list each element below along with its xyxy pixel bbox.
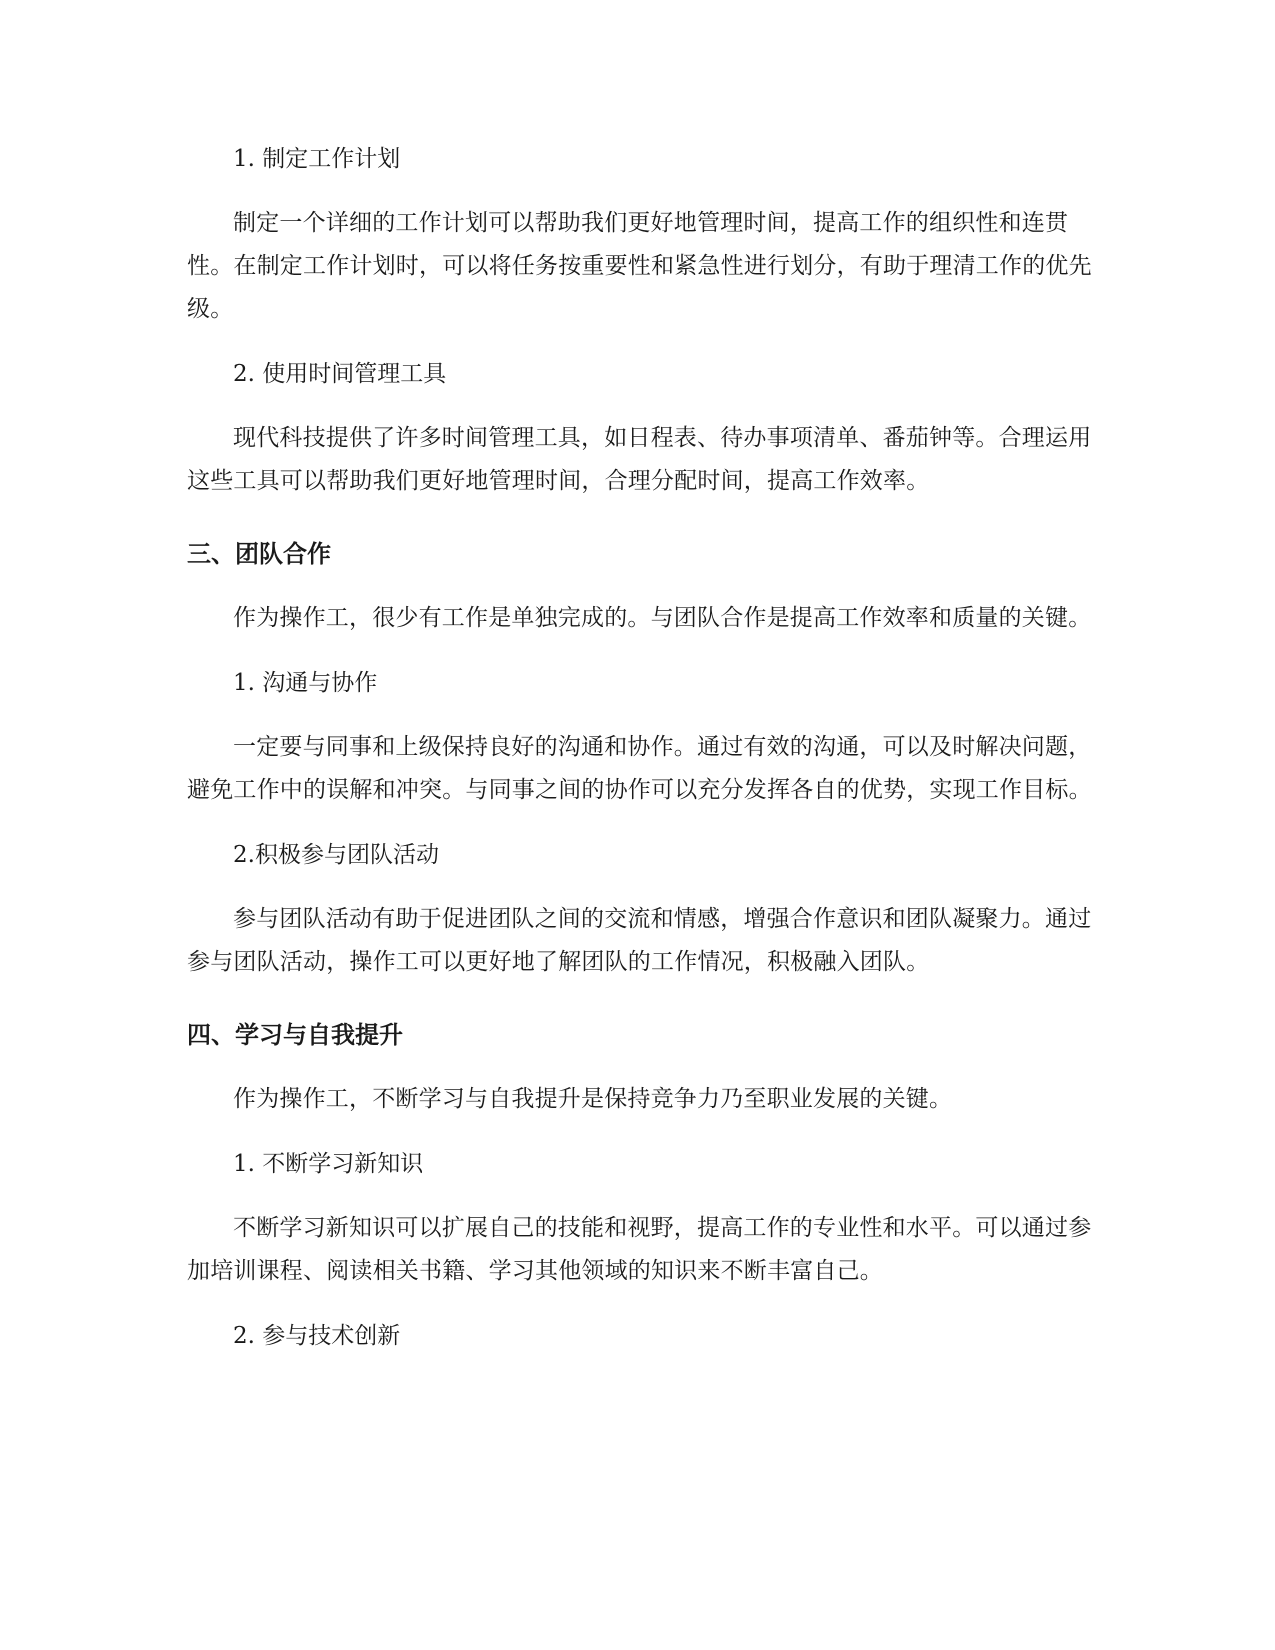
section-heading-teamwork: 三、团队合作 — [187, 540, 331, 568]
paragraph-team-activities: 参与团队活动有助于促进团队之间的交流和情感，增强合作意识和团队凝聚力。通过参与团队活动，操作工可以更好地了解团队的工作情况，积极融入团队。 — [187, 906, 1092, 975]
section-heading-learning: 四、学习与自我提升 — [187, 1021, 403, 1049]
paragraph-learning-intro: 作为操作工，不断学习与自我提升是保持竞争力乃至职业发展的关键。 — [233, 1086, 953, 1112]
subsection-title-make-work-plan: 1. 制定工作计划 — [233, 146, 401, 172]
paragraph-work-plan: 制定一个详细的工作计划可以帮助我们更好地管理时间，提高工作的组织性和连贯性。在制定工作计划时，可以将任务按重要性和紧急性进行划分，有助于理清工作的优先级。 — [187, 210, 1092, 322]
subsection-title-new-knowledge: 1. 不断学习新知识 — [233, 1151, 424, 1177]
subsection-title-team-activities: 2.积极参与团队活动 — [233, 842, 439, 868]
paragraph-teamwork-intro: 作为操作工，很少有工作是单独完成的。与团队合作是提高工作效率和质量的关键。 — [233, 605, 1092, 631]
subsection-title-tech-innovation: 2. 参与技术创新 — [233, 1323, 401, 1349]
document-body — [187, 138, 1093, 1379]
paragraph-communication: 一定要与同事和上级保持良好的沟通和协作。通过有效的沟通，可以及时解决问题，避免工作中的误解和冲突。与同事之间的协作可以充分发挥各自的优势，实现工作目标。 — [187, 734, 1092, 803]
paragraph-time-tools: 现代科技提供了许多时间管理工具，如日程表、待办事项清单、番茄钟等。合理运用这些工具可以帮助我们更好地管理时间，合理分配时间，提高工作效率。 — [187, 425, 1092, 494]
paragraph-new-knowledge: 不断学习新知识可以扩展自己的技能和视野，提高工作的专业性和水平。可以通过参加培训课程、阅读相关书籍、学习其他领域的知识来不断丰富自己。 — [187, 1215, 1092, 1284]
subsection-title-communication: 1. 沟通与协作 — [233, 670, 378, 696]
subsection-title-time-tools: 2. 使用时间管理工具 — [233, 361, 447, 387]
